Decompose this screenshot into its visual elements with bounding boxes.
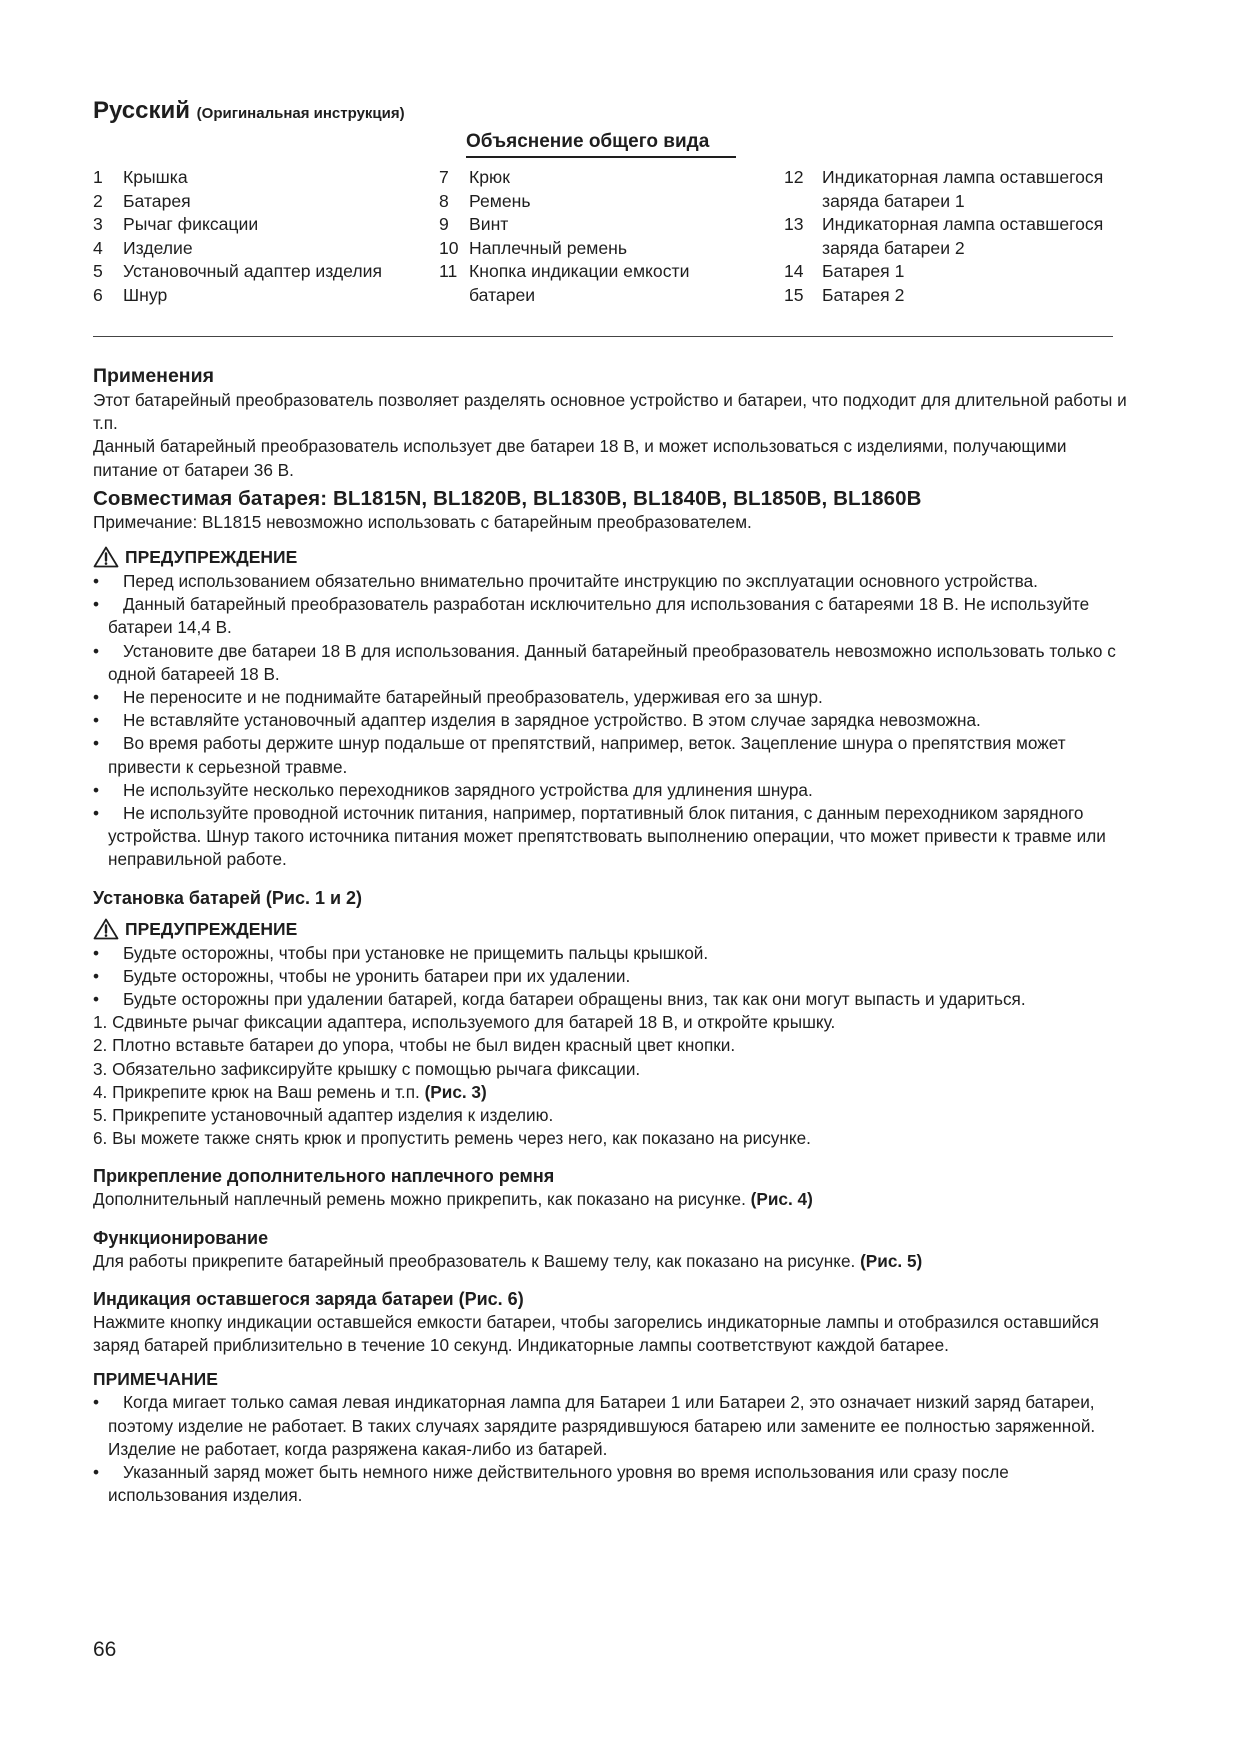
warning-list-1 (93, 570, 1133, 872)
overview-title: Объяснение общего вида (466, 131, 736, 158)
part-number: 8 (439, 190, 449, 211)
part-number: 14 (784, 261, 804, 281)
install-warning-item-text: Будьте осторожны, чтобы при установке не прищемить пальцы крышкой. (123, 942, 709, 963)
install-step (93, 1058, 1133, 1081)
shoulder-title: Прикрепление дополнительного наплечного ремня (93, 1166, 555, 1187)
bullet: • (93, 989, 100, 1010)
bullet: • (93, 779, 100, 800)
install-steps (93, 1011, 1133, 1150)
warning-item-text: Во время работы держите шнур подальше от препятствий, например, веток. Зацепление шнура о препятствия может привести к серьезной травме. (108, 733, 1066, 777)
warning-item-text: Не переносите и не поднимайте батарейный преобразователь, удерживая его за шнур. (123, 687, 823, 708)
indication-title: Индикация оставшегося заряда батареи (Рис. 6) (93, 1288, 524, 1309)
bullet: • (93, 594, 100, 615)
note-item (93, 1391, 1133, 1461)
install-step-text: 6. Вы можете также снять крюк и пропустить ремень через него, как показано на рисунке. (93, 1128, 811, 1149)
install-step-text: 5. Прикрепите установочный адаптер изделия к изделию. (93, 1105, 554, 1126)
part-label: Кнопка индикации емкости батареи (469, 261, 690, 305)
part-label: Рычаг фиксации (123, 214, 259, 234)
install-step (93, 1011, 1133, 1034)
main-body (93, 364, 1133, 1507)
part-item (93, 166, 393, 190)
part-label: Индикаторная лампа оставшегося заряда батареи 2 (822, 214, 1104, 258)
bullet: • (93, 1461, 100, 1482)
warning-list-2 (93, 942, 1133, 1012)
part-label: Винт (469, 214, 509, 234)
warning-title-2: ПРЕДУПРЕЖДЕНИЕ (125, 918, 298, 939)
warning-triangle-icon (93, 546, 119, 568)
part-item (784, 260, 1114, 284)
compatible-battery-title: Совместимая батарея: BL1815N, BL1820B, BL1830B, BL1840B, BL1850B, BL1860B (93, 486, 922, 510)
warning-item (93, 779, 1133, 802)
operation-title: Функционирование (93, 1227, 269, 1248)
part-item (439, 166, 739, 190)
note-item-text: Указанный заряд может быть немного ниже действительного уровня во время использования или сразу после использования изделия. (108, 1461, 1009, 1506)
part-label: Крюк (469, 167, 510, 187)
bullet: • (93, 965, 100, 986)
part-number: 10 (439, 237, 459, 258)
install-warning-item (93, 965, 1133, 988)
part-label: Наплечный ремень (469, 237, 628, 258)
bullet: • (93, 733, 100, 754)
shoulder-text (93, 1188, 1133, 1211)
shoulder-text-body: Дополнительный наплечный ремень можно прикрепить, как показано на рисунке. (93, 1189, 746, 1210)
applications-paragraph-1: Этот батарейный преобразователь позволяет разделять основное устройство и батареи, что подходит для длительной работы и т.п. (93, 390, 1127, 434)
part-label: Индикаторная лампа оставшегося заряда батареи 1 (822, 167, 1104, 211)
step-figure-ref: (Рис. 3) (424, 1081, 487, 1102)
part-label: Батарея (123, 190, 191, 211)
note-item-text: Когда мигает только самая левая индикаторная лампа для Батареи 1 или Батареи 2, это означает низкий заряд батареи, поэтому изделие не работает. В таких случаях зарядите разрядившуюся батарею или замените ее полностью заряженной. Изделие не работает, когда разряжена какая-либо из батарей. (108, 1392, 1096, 1459)
page-number: 66 (93, 1638, 117, 1661)
part-item (439, 213, 739, 237)
part-label: Шнур (123, 284, 168, 305)
applications-title: Применения (93, 365, 214, 387)
warning-item-text: Не вставляйте установочный адаптер изделия в зарядное устройство. В этом случае зарядка невозможна. (123, 710, 981, 731)
part-number: 4 (93, 237, 103, 258)
part-number: 9 (439, 214, 449, 234)
warning-item (93, 570, 1133, 593)
part-number: 12 (784, 167, 804, 187)
bullet: • (93, 942, 100, 963)
warning-item (93, 732, 1133, 778)
warning-item (93, 593, 1133, 639)
part-item (93, 213, 393, 237)
install-step-text: 3. Обязательно зафиксируйте крышку с помощью рычага фиксации. (93, 1058, 641, 1079)
part-number: 13 (784, 214, 804, 234)
warning-triangle-icon (93, 918, 119, 940)
note-list (93, 1391, 1133, 1507)
warning-item (93, 686, 1133, 709)
install-step (93, 1127, 1133, 1150)
part-label: Установочный адаптер изделия (123, 261, 383, 281)
part-number: 6 (93, 284, 103, 305)
part-number: 7 (439, 167, 449, 187)
part-number: 5 (93, 261, 103, 281)
warning-item-text: Данный батарейный преобразователь разработан исключительно для использования с батареями 18 В. Не используйте батареи 14,4 В. (108, 594, 1090, 638)
parts-column-2 (439, 166, 739, 307)
warning-item-text: Не используйте несколько переходников зарядного устройства для удлинения шнура. (123, 779, 813, 800)
part-item (784, 284, 1114, 308)
part-label: Изделие (123, 237, 193, 258)
part-label: Батарея 2 (822, 284, 905, 305)
warning-item-text: Перед использованием обязательно внимательно прочитайте инструкцию по эксплуатации основного устройства. (123, 571, 1038, 592)
install-warning-item (93, 942, 1133, 965)
bullet: • (93, 710, 100, 731)
language-title: Русский (93, 97, 190, 124)
section-divider (93, 336, 1113, 337)
warning-heading-2 (93, 916, 1133, 942)
warning-item-text: Установите две батареи 18 В для использования. Данный батарейный преобразователь невозможно использовать только с одной батареей 18 В. (108, 640, 1116, 684)
install-warning-item-text: Будьте осторожны при удалении батарей, когда батареи обращены вниз, так как они могут выпасть и удариться. (123, 989, 1026, 1010)
warning-item (93, 802, 1133, 872)
part-number: 1 (93, 167, 103, 187)
operation-figure-ref: (Рис. 5) (860, 1250, 923, 1271)
part-item (93, 260, 393, 284)
bullet: • (93, 640, 100, 661)
install-warning-item-text: Будьте осторожны, чтобы не уронить батареи при их удалении. (123, 965, 631, 986)
shoulder-figure-ref: (Рис. 4) (750, 1189, 813, 1210)
parts-column-1 (93, 166, 393, 307)
indication-text: Нажмите кнопку индикации оставшейся емкости батареи, чтобы загорелись индикаторные лампы и отобразился оставшийся заряд батарей приблизительно в течение 10 секунд. Индикаторные лампы соответствуют каждой батарее. (93, 1311, 1099, 1356)
part-number: 3 (93, 214, 103, 234)
part-item (439, 260, 739, 307)
part-label: Ремень (469, 190, 531, 211)
note-item (93, 1461, 1133, 1507)
install-step-text: 2. Плотно вставьте батареи до упора, чтобы не был виден красный цвет кнопки. (93, 1035, 736, 1056)
bullet: • (93, 571, 100, 592)
bullet: • (93, 687, 100, 708)
part-item (93, 190, 393, 214)
parts-column-3 (784, 166, 1114, 307)
language-subtitle: (Оригинальная инструкция) (196, 105, 405, 122)
part-label: Крышка (123, 167, 188, 187)
language-heading (93, 96, 1113, 129)
part-item (93, 284, 393, 308)
operation-text (93, 1250, 1133, 1273)
page-content (93, 96, 1127, 1506)
part-label: Батарея 1 (822, 261, 905, 281)
warning-item (93, 709, 1133, 732)
install-title: Установка батарей (Рис. 1 и 2) (93, 887, 363, 908)
part-item (784, 166, 1114, 213)
part-item (784, 213, 1114, 260)
install-warning-item (93, 988, 1133, 1011)
install-step (93, 1104, 1133, 1127)
install-step-text: 1. Сдвиньте рычаг фиксации адаптера, используемого для батарей 18 В, и откройте крышку. (93, 1012, 836, 1033)
install-step (93, 1034, 1133, 1057)
part-number: 2 (93, 190, 103, 211)
part-number: 15 (784, 284, 804, 305)
compatible-battery-note: Примечание: BL1815 невозможно использовать с батарейным преобразователем. (93, 511, 752, 532)
operation-text-body: Для работы прикрепите батарейный преобразователь к Вашему телу, как показано на рисунке. (93, 1250, 856, 1271)
note-title: ПРИМЕЧАНИЕ (93, 1369, 218, 1390)
install-step-text: 4. Прикрепите крюк на Ваш ремень и т.п. (93, 1081, 420, 1102)
warning-item (93, 640, 1133, 686)
warning-heading-1 (93, 544, 1133, 570)
part-item (439, 237, 739, 261)
part-item (439, 190, 739, 214)
part-number: 11 (439, 261, 458, 281)
part-item (93, 237, 393, 261)
bullet: • (93, 803, 100, 824)
warning-title-1: ПРЕДУПРЕЖДЕНИЕ (125, 547, 298, 568)
install-step (93, 1081, 1133, 1104)
applications-paragraph-2: Данный батарейный преобразователь использует две батареи 18 В, и может использоваться с изделиями, получающими питание от батареи 36 В. (93, 436, 1067, 480)
warning-item-text: Не используйте проводной источник питания, например, портативный блок питания, с данным переходником зарядного устройства. Шнур такого источника питания может препятствовать выполнению операции, что может привести к травме или неправильной работе. (108, 803, 1106, 870)
bullet: • (93, 1392, 100, 1413)
